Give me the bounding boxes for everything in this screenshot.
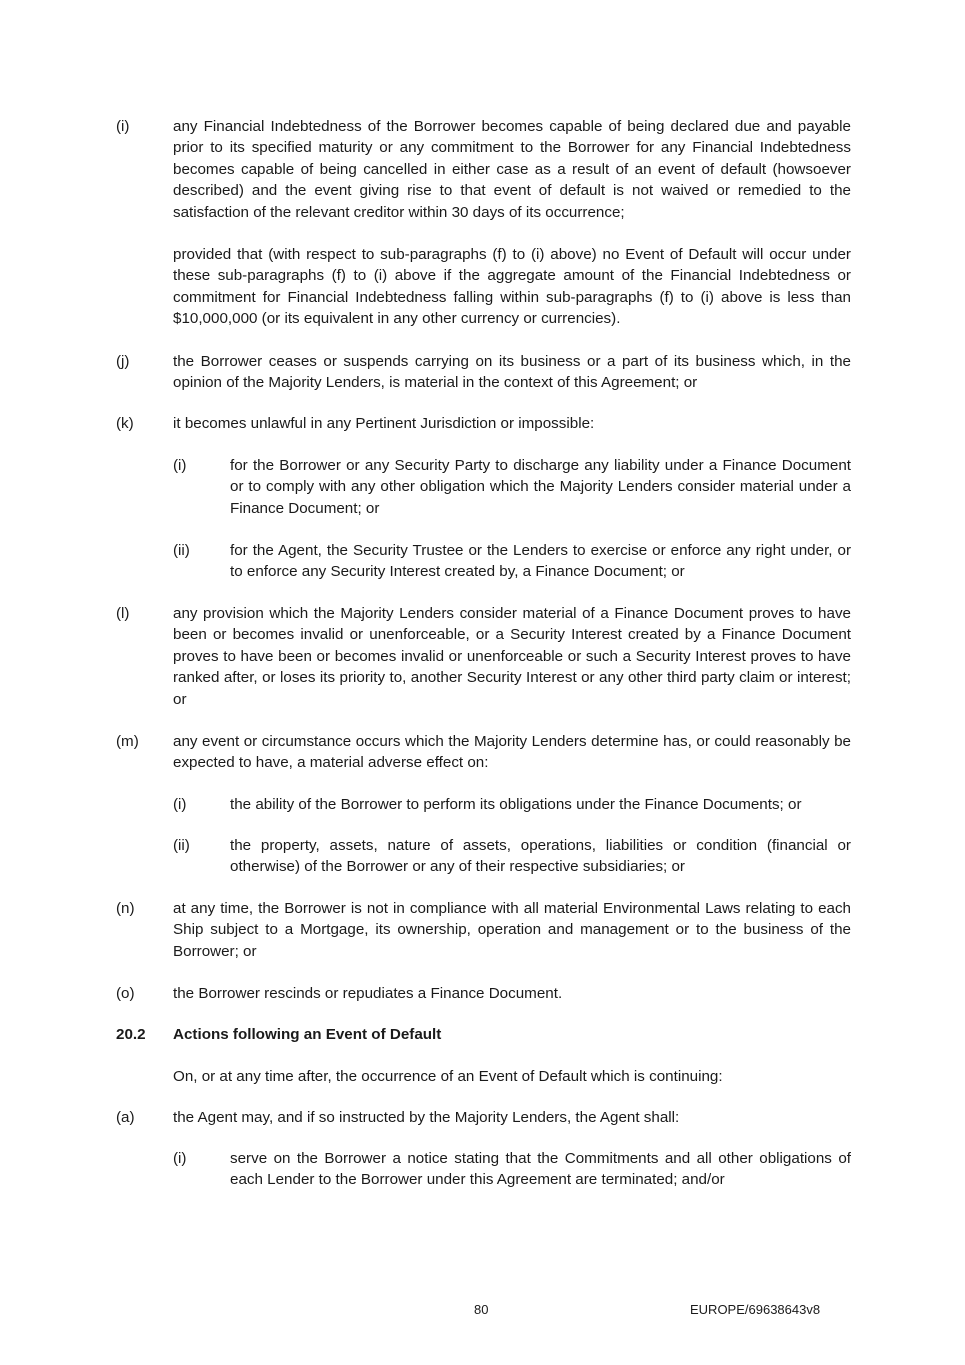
proviso-text: provided that (with respect to sub-paragraphs (f) to (i) above) no Event of Default will occur under these sub-paragraphs (f) to (i) above if the aggregate amount of the Financial Indebtedness or commitment for Financial Indebtedness falling within sub-paragraphs (f) to (i) above is less than $10,000,000 (or its equivalent in any other currency or currencies). [173, 246, 851, 328]
page-number: 80 [474, 1302, 489, 1317]
subclause-text: serve on the Borrower a notice stating that the Commitments and all other obligations of each Lender to the Borrower under this Agreement are terminated; and/or [230, 1150, 851, 1189]
subclause-text: the ability of the Borrower to perform its obligations under the Finance Documents; or [230, 796, 802, 813]
clause-label: (j) [116, 353, 130, 370]
clause-text: any event or circumstance occurs which the Majority Lenders determine has, or could reasonably be expected to have, a material adverse effect on: [173, 733, 851, 772]
clause-text: any Financial Indebtedness of the Borrower becomes capable of being declared due and payable prior to its specified maturity or any commitment to the Borrower for any Financial Indebtedness becomes capable of being cancelled in either case as a result of an event of default (howsoever described) and the event giving rise to that event of default is not waived or remedied to the satisfaction of the relevant creditor within 30 days of its occurrence; [173, 118, 851, 221]
subclause-text: for the Borrower or any Security Party to discharge any liability under a Finance Document or to comply with any other obligation which the Majority Lenders consider material under a Finance Document; or [230, 457, 851, 517]
clause-text: the Borrower ceases or suspends carrying on its business or a part of its business which, in the opinion of the Majority Lenders, is material in the context of this Agreement; or [173, 353, 851, 392]
subclause-label: (i) [173, 1150, 187, 1167]
document-reference: EUROPE/69638643v8 [690, 1302, 821, 1317]
clause-label: (l) [116, 605, 130, 622]
clause-label: (a) [116, 1109, 135, 1126]
clause-text: any provision which the Majority Lenders consider material of a Finance Document proves to have been or becomes invalid or unenforceable, or a Security Interest created by a Finance Document proves to have been or becomes invalid or unenforceable or such a Security Interest proves to have ranked after, or loses its priority to, another Security Interest or any other third party claim or interest; or [173, 605, 851, 708]
subclause-label: (ii) [173, 837, 190, 854]
subclause-label: (i) [173, 796, 187, 813]
clause-label: (n) [116, 900, 135, 917]
subclause-text: the property, assets, nature of assets, operations, liabilities or condition (financial or otherwise) of the Borrower or any of their respective subsidiaries; or [230, 837, 851, 876]
subclause-label: (ii) [173, 542, 190, 559]
subclause-text: for the Agent, the Security Trustee or the Lenders to exercise or enforce any right under, or to enforce any Security Interest created by, a Finance Document; or [230, 542, 851, 581]
clause-text: the Agent may, and if so instructed by the Majority Lenders, the Agent shall: [173, 1109, 680, 1126]
clause-label: (i) [116, 118, 130, 135]
clause-label: (o) [116, 985, 135, 1002]
subclause-label: (i) [173, 457, 187, 474]
section-heading: Actions following an Event of Default [173, 1026, 442, 1043]
clause-text: at any time, the Borrower is not in compliance with all material Environmental Laws relating to each Ship subject to a Mortgage, its ownership, operation and management or to the business of the Borrower; or [173, 900, 851, 960]
clause-label: (m) [116, 733, 139, 750]
clause-text: it becomes unlawful in any Pertinent Jurisdiction or impossible: [173, 415, 595, 432]
clause-label: (k) [116, 415, 134, 432]
clause-text: the Borrower rescinds or repudiates a Finance Document. [173, 985, 563, 1002]
section-intro: On, or at any time after, the occurrence of an Event of Default which is continuing: [173, 1068, 723, 1085]
section-number: 20.2 [116, 1026, 146, 1043]
